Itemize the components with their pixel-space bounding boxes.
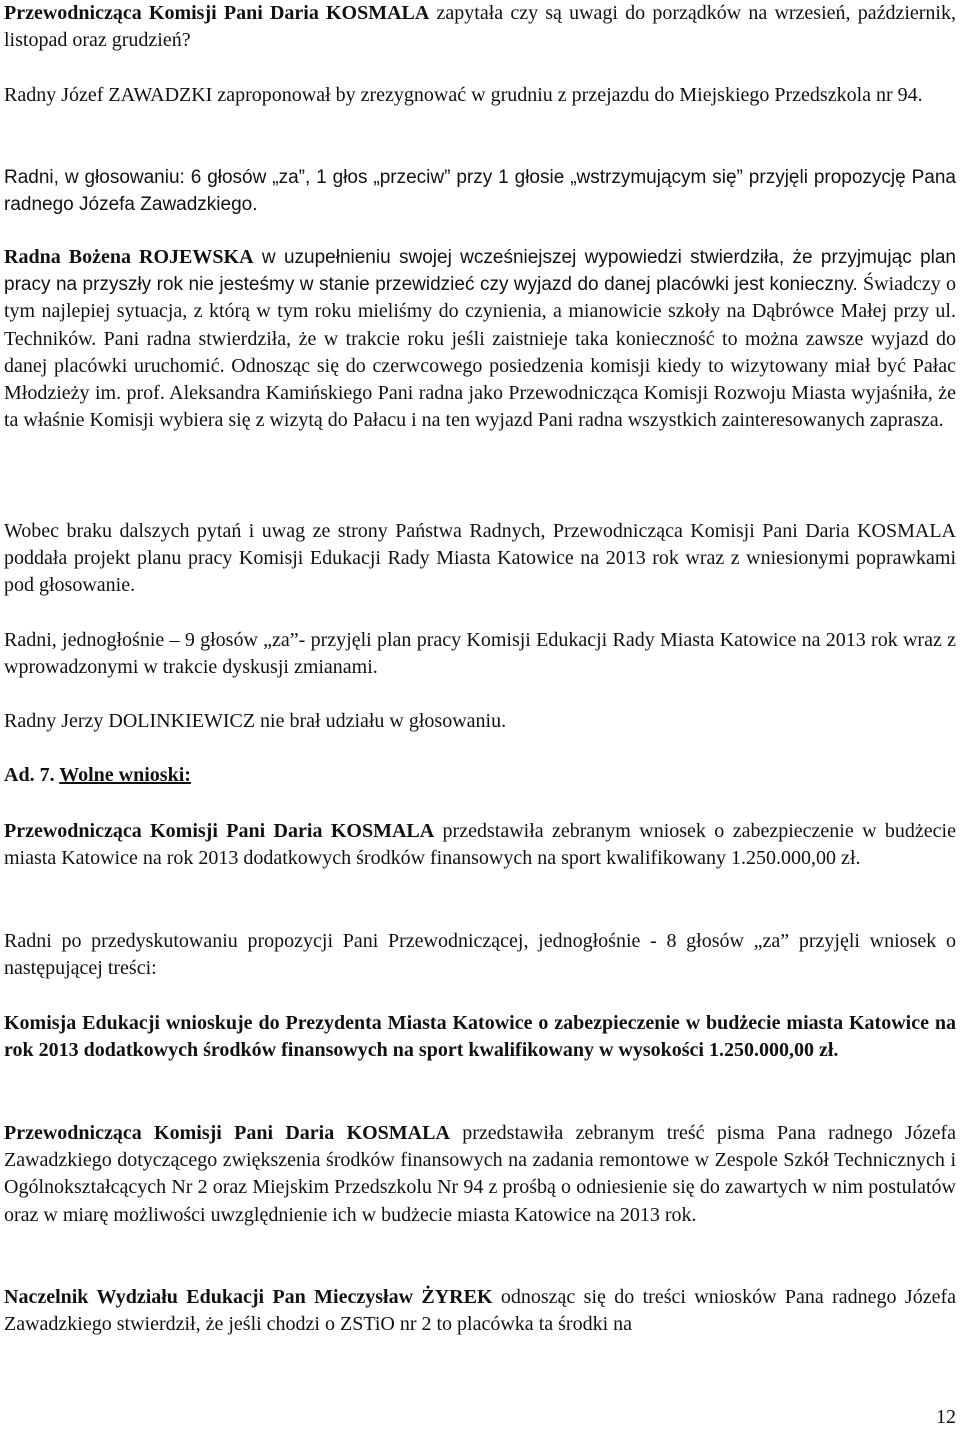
paragraph-text: w uzupełnieniu swojej wcześniejszej wypowiedzi stwierdziła, że przyjmując plan pracy na przyszły rok nie jesteśmy w stanie przewidzieć czy wyjazd do danej placówki jest konieczny. <box>4 247 956 296</box>
paragraph-text: przedstawiła zebranym treść pisma Pana radnego Józefa Zawadzkiego dotyczącego zwiększenia środków finansowych na zadania remontowe w Zespole Szkół Technicznych i Ogólnokształcących Nr 2 oraz Miejskim Przedszkolu Nr 94 z prośbą o odniesienie się do zawartych w nim postulatów oraz w miarę możliwości uwzględnienie ich w budżecie miasta Katowice na 2013 rok. <box>4 1122 956 1226</box>
paragraph <box>4 1120 956 1229</box>
paragraph-text: Świadczy o tym najlepiej sytuacja, z którą w tym roku mieliśmy do czynienia, a mianowicie szkoły na Dąbrówce Małej przy ul. Techników. Pani radna stwierdziła, że w trakcie roku jeśli zaistnieje taka konieczność to można zawsze wyjazd do danej placówki uruchomić. Odnosząc się do czerwcowego posiedzenia komisji kiedy to wizytowany miał być Pałac Młodzieży im. prof. Aleksandra Kamińskiego Pani radna jako Przewodnicząca Komisji Rozwoju Miasta wyjaśniła, że ta właśnie Komisji wybiera się z wizytą do Pałacu i na ten wyjazd Pani radna wszystkich zainteresowanych zaprasza. <box>4 273 956 432</box>
speaker-name: Radna Bożena ROJEWSKA <box>4 246 254 268</box>
paragraph-text: zapytała czy są uwagi do porządków na wrzesień, październik, listopad oraz grudzień? <box>4 2 956 52</box>
paragraph <box>4 1284 956 1338</box>
speaker-name: Przewodnicząca Komisji Pani Daria KOSMALA <box>4 2 430 24</box>
section-number: Ad. 7. <box>4 764 55 786</box>
paragraph <box>4 244 956 434</box>
paragraph: Radni, jednogłośnie – 9 głosów „za”- przyjęli plan pracy Komisji Edukacji Rady Miasta Katowice na 2013 rok wraz z wprowadzonymi w trakcie dyskusji zmianami. <box>4 629 956 679</box>
paragraph: Radny Józef ZAWADZKI zaproponował by zrezygnować w grudniu z przejazdu do Miejskiego Przedszkola nr 94. <box>4 84 923 106</box>
paragraph-text: odnosząc się do treści wniosków Pana radnego Józefa Zawadzkiego stwierdził, że jeśli chodzi o ZSTiO nr 2 to placówka ta środki na <box>4 1286 956 1336</box>
speaker-name: Przewodnicząca Komisji Pani Daria KOSMALA <box>4 1122 450 1144</box>
paragraph <box>4 818 956 872</box>
paragraph-text: przedstawiła zebranym wniosek o zabezpieczenie w budżecie miasta Katowice na rok 2013 dodatkowych środków finansowych na sport kwalifikowany 1.250.000,00 zł. <box>4 820 956 870</box>
paragraph: Radni po przedyskutowaniu propozycji Pani Przewodniczącej, jednogłośnie - 8 głosów „za” przyjęli wniosek o następującej treści: <box>4 930 956 980</box>
section-heading <box>4 762 191 789</box>
motion-text: Komisja Edukacji wnioskuje do Prezydenta Miasta Katowice o zabezpieczenie w budżecie miasta Katowice na rok 2013 dodatkowych środków finansowych na sport kwalifikowany w wysokości 1.250.000,00 zł. <box>4 1012 956 1062</box>
paragraph: Radni, w głosowaniu: 6 głosów „za”, 1 głos „przeciw” przy 1 głosie „wstrzymującym się” przyjęli propozycję Pana radnego Józefa Zawadzkiego. <box>4 167 956 216</box>
paragraph <box>4 0 956 54</box>
paragraph: Wobec braku dalszych pytań i uwag ze strony Państwa Radnych, Przewodnicząca Komisji Pani Daria KOSMALA poddała projekt planu pracy Komisji Edukacji Rady Miasta Katowice na 2013 rok wraz z wniesionymi poprawkami pod głosowanie. <box>4 520 956 597</box>
page-number: 12 <box>936 1406 956 1428</box>
section-title: Wolne wnioski: <box>59 764 191 786</box>
speaker-name: Przewodnicząca Komisji Pani Daria KOSMALA <box>4 820 435 842</box>
paragraph: Radny Jerzy DOLINKIEWICZ nie brał udziału w głosowaniu. <box>4 710 507 732</box>
speaker-name: Naczelnik Wydziału Edukacji Pan Mieczysław ŻYREK <box>4 1286 493 1308</box>
